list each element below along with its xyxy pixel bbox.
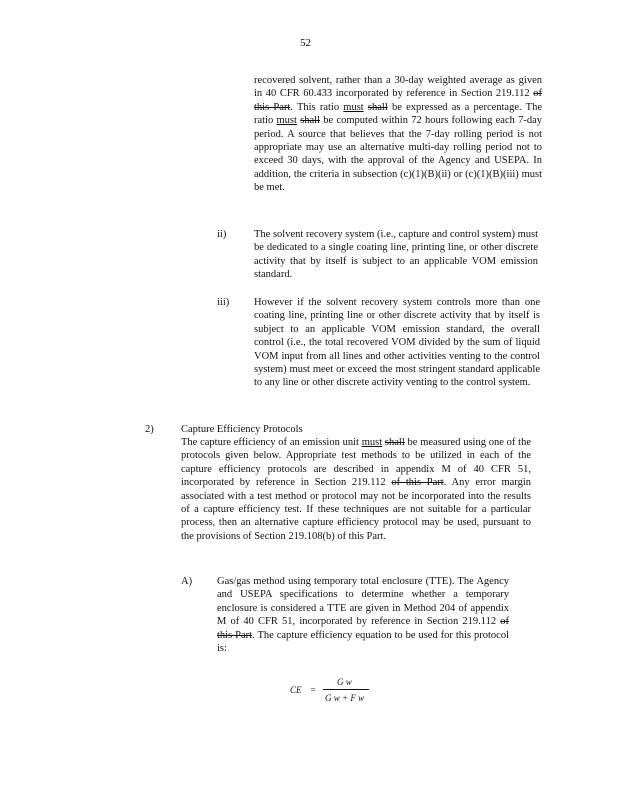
- page-number: 52: [300, 37, 311, 49]
- item-A-text: Gas/gas method using temporary total enclosure (TTE). The Agency and USEPA specifications to determine whether a temporary enclosure is considered a TTE are given in Method 204 of appendix M of 40 CFR 51, incorporated by reference in Section 219.112 of this Part. The capture efficiency equation to be used for this protocol is:: [217, 576, 509, 655]
- struck-text: shall: [300, 115, 321, 127]
- item-2-title: Capture Efficiency Protocols: [181, 424, 303, 435]
- struck-text: shall: [384, 437, 405, 448]
- equation-numerator: G w: [337, 677, 352, 687]
- struck-text: shall: [367, 101, 388, 113]
- inserted-text: must: [343, 101, 364, 113]
- item-ii-text: The solvent recovery system (i.e., capture and control system) must be dedicated to a single coating line, printing line, or other discrete activity that by itself is subject to an applicable VOM emission standard.: [254, 229, 539, 281]
- struck-text: of this Part: [391, 477, 444, 489]
- item-iii-label: iii): [217, 297, 230, 308]
- equation-denominator: G w + F w: [325, 693, 365, 703]
- struck-text: of this Part: [254, 88, 542, 113]
- equation-lhs: CE: [290, 685, 302, 695]
- item-2-label: 2): [145, 424, 154, 435]
- inserted-text: must: [276, 115, 297, 127]
- capture-efficiency-equation: [290, 676, 380, 706]
- inserted-text: must: [361, 437, 383, 448]
- struck-text: of this Part: [217, 616, 509, 641]
- item-A-label: A): [181, 576, 193, 587]
- item-2-text: The capture efficiency of an emission unit must shall be measured using one of the protocols given below. Appropriate test methods to be utilized in each of the capture efficiency protocols are described in appendix M of 40 CFR 51, incorporated by reference in Section 219.112 of this Part. Any error margin associated with a test method or protocol may not be incorporated into the results of a capture efficiency test. If these techniques are not suitable for a particular process, then an alternative capture efficiency protocol may be used, pursuant to the provisions of Section 219.108(b) of this Part.: [181, 437, 532, 542]
- item-iii-text: However if the solvent recovery system controls more than one coating line, printing line or other discrete activity that by itself is subject to an applicable VOM emission standard, the overall control (i.e., the total recovered VOM divided by the sum of liquid VOM input from all lines and other activities venting to the control system) must meet or exceed the most stringent standard applicable to any line or other discrete activity venting to the control system.: [254, 297, 540, 389]
- paragraph-continued: recovered solvent, rather than a 30-day weighted average as given in 40 CFR 60.433 incorporated by reference in Section 219.112 of this Part. This ratio must shall be expressed as a percentage. The ratio must shall be computed within 72 hours following each 7-day period. A source that believes that the 7-day rolling period is not appropriate may use an alternative multi-day rolling period not to exceed 30 days, with the approval of the Agency and USEPA. In addition, the criteria in subsection (c)(1)(B)(ii) or (c)(1)(B)(iii) must be met.: [254, 75, 543, 194]
- equals-sign: =: [310, 685, 317, 695]
- fraction-bar: [323, 689, 369, 690]
- item-ii-label: ii): [217, 229, 227, 240]
